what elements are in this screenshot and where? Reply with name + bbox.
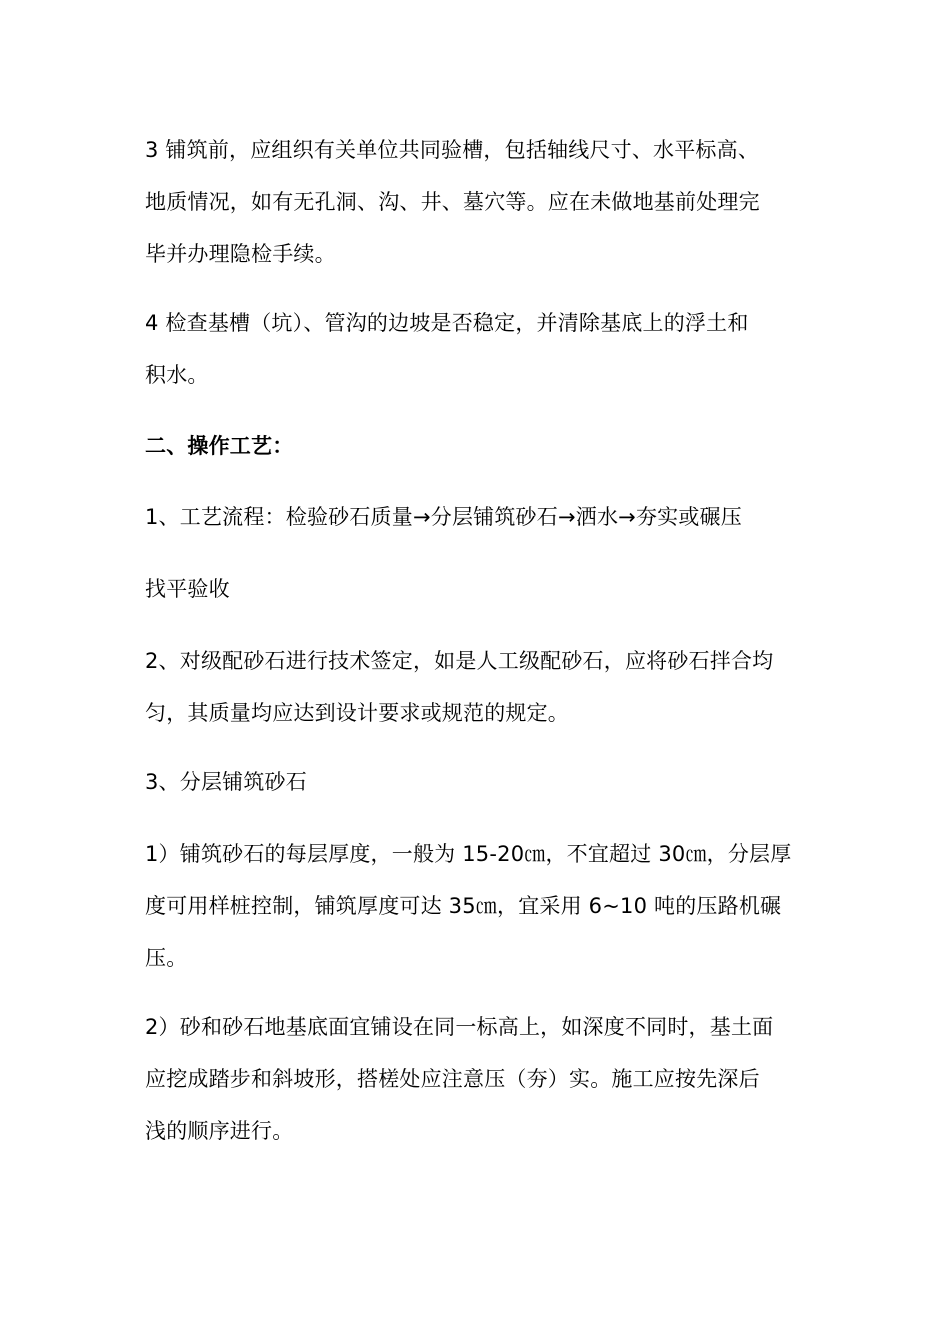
paragraph-slope-check [145,297,810,401]
paragraph-line: 地质情况，如有无孔洞、沟、井、墓穴等。应在未做地基前处理完 [145,190,760,214]
paragraph-line: 4 检查基槽（坑）、管沟的边坡是否稳定，并清除基底上的浮土和 [145,311,749,335]
paragraph-process-flow [145,491,810,543]
paragraph-line: 2、对级配砂石进行技术签定，如是人工级配砂石，应将砂石拌合均 [145,649,774,673]
section-heading-text: 二、操作工艺： [145,434,294,458]
paragraph-line: 匀，其质量均应达到设计要求或规范的规定。 [145,701,569,725]
paragraph-line: 毕并办理隐检手续。 [145,242,336,266]
paragraph-process-flow-continued [145,563,810,615]
paragraph-line: 3 铺筑前，应组织有关单位共同验槽，包括轴线尺寸、水平标高、 [145,138,760,162]
paragraph-layered-paving [145,756,810,808]
paragraph-line: 积水。 [145,363,209,387]
section-heading [145,420,810,472]
paragraph-line: 1、工艺流程：检验砂石质量→分层铺筑砂石→洒水→夯实或碾压 [145,505,742,529]
paragraph-technical-check [145,635,810,739]
paragraph-line: 应挖成踏步和斜坡形，搭槎处应注意压（夯）实。施工应按先深后 [145,1067,760,1091]
paragraph-line: 浅的顺序进行。 [145,1119,294,1143]
paragraph-line: 找平验收 [145,577,230,601]
paragraph-base-elevation [145,1001,810,1157]
paragraph-line: 1）铺筑砂石的每层厚度，一般为 15-20㎝，不宜超过 30㎝，分层厚 [145,842,792,866]
paragraph-line: 2）砂和砂石地基底面宜铺设在同一标高上，如深度不同时，基土面 [145,1015,774,1039]
paragraph-line: 度可用样桩控制，铺筑厚度可达 35㎝，宜采用 6~10 吨的压路机碾 [145,894,782,918]
paragraph-line: 3、分层铺筑砂石 [145,770,307,794]
paragraph-verification [145,124,810,280]
paragraph-line: 压。 [145,946,188,970]
paragraph-layer-thickness [145,828,810,984]
